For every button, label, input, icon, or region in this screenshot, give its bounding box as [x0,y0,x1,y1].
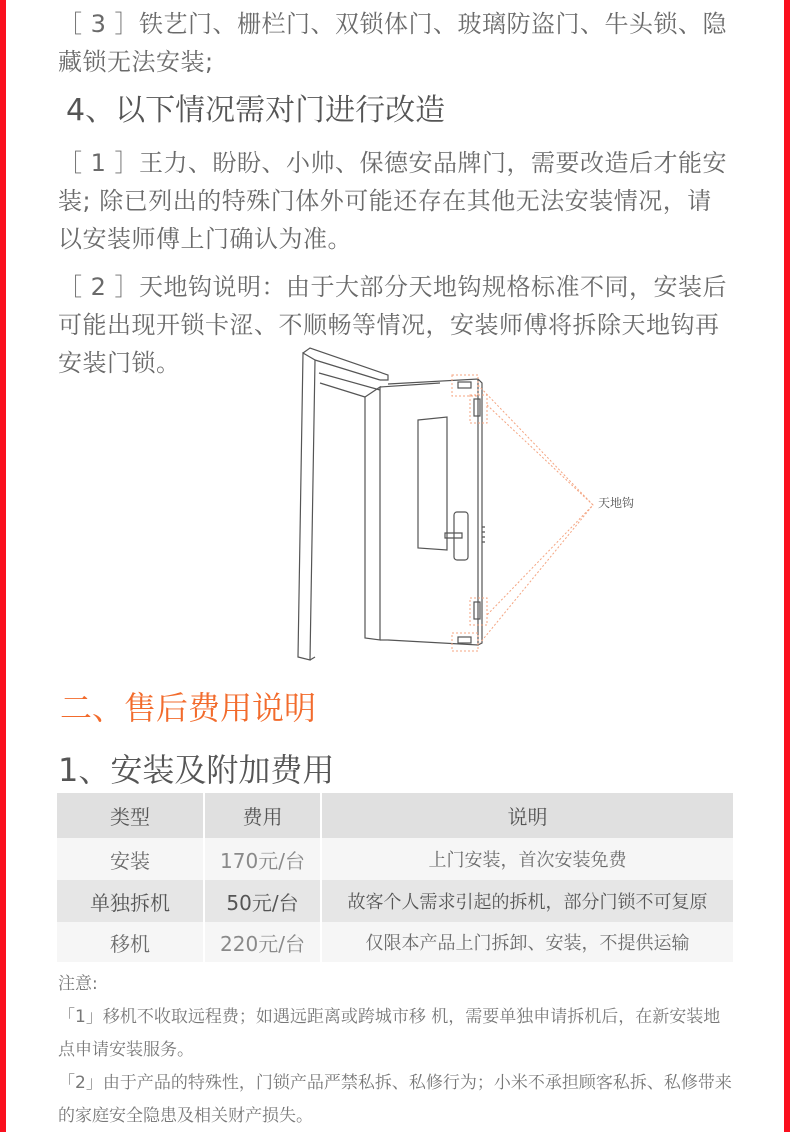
header-description: 说明 [321,793,733,838]
note-item: 「2」由于产品的特殊性，门锁产品严禁私拆、私修行为；小米不承担顾客私拆、私修带来的家庭安全隐患及相关财产损失。 [58,1073,732,1126]
right-red-border [784,0,790,1132]
cell-fee: 50元/台 [204,880,321,922]
left-red-border [0,0,6,1132]
fee-table [57,793,733,962]
cell-type: 单独拆机 [57,880,204,922]
cell-fee: 220元/台 [204,922,321,962]
fee-table-header [57,793,733,838]
cell-description: 故客个人需求引起的拆机，部分门锁不可复原 [321,880,733,922]
table-row [57,922,733,962]
unsupported-doors-note: ［ 3 ］铁艺门、栅栏门、双锁体门、玻璃防盗门、牛头锁、隐藏锁无法安装; [58,10,728,76]
door-diagram-illustration [290,345,650,665]
cell-type: 移机 [57,922,204,962]
diagram-label-sky-earth-hook: 天地钩 [598,496,635,510]
cell-fee: 170元/台 [204,838,321,880]
note-item: 「1」移机不收取远程费；如遇远距离或跨城市移 机，需要单独申请拆机后，在新安装地点申请安装服务。 [58,1007,721,1060]
table-row [57,838,733,880]
cell-type: 安装 [57,838,204,880]
cell-description: 仅限本产品上门拆卸、安装，不提供运输 [321,922,733,962]
install-fee-subheading: 1、安装及附加费用 [58,751,335,789]
brand-doors-note: ［ 1 ］王力、盼盼、小帅、保德安品牌门，需要改造后才能安装; 除已列出的特殊门体外可能还存在其他无法安装情况，请以安装师傅上门确认为准。 [58,149,728,253]
notes-section [58,968,734,1133]
notes-label: 注意: [58,974,98,994]
cell-description: 上门安装，首次安装免费 [321,838,733,880]
table-row [57,880,733,922]
header-type: 类型 [57,793,204,838]
header-fee: 费用 [204,793,321,838]
door-modification-heading: 4、以下情况需对门进行改造 [66,93,446,128]
sky-earth-hook-note: ［ 2 ］天地钩说明：由于大部分天地钩规格标准不同，安装后可能出现开锁卡涩、不顺畅等情况，安装师傅将拆除天地钩再安装门锁。 [58,273,728,377]
after-sales-fee-heading: 二、售后费用说明 [60,689,317,727]
